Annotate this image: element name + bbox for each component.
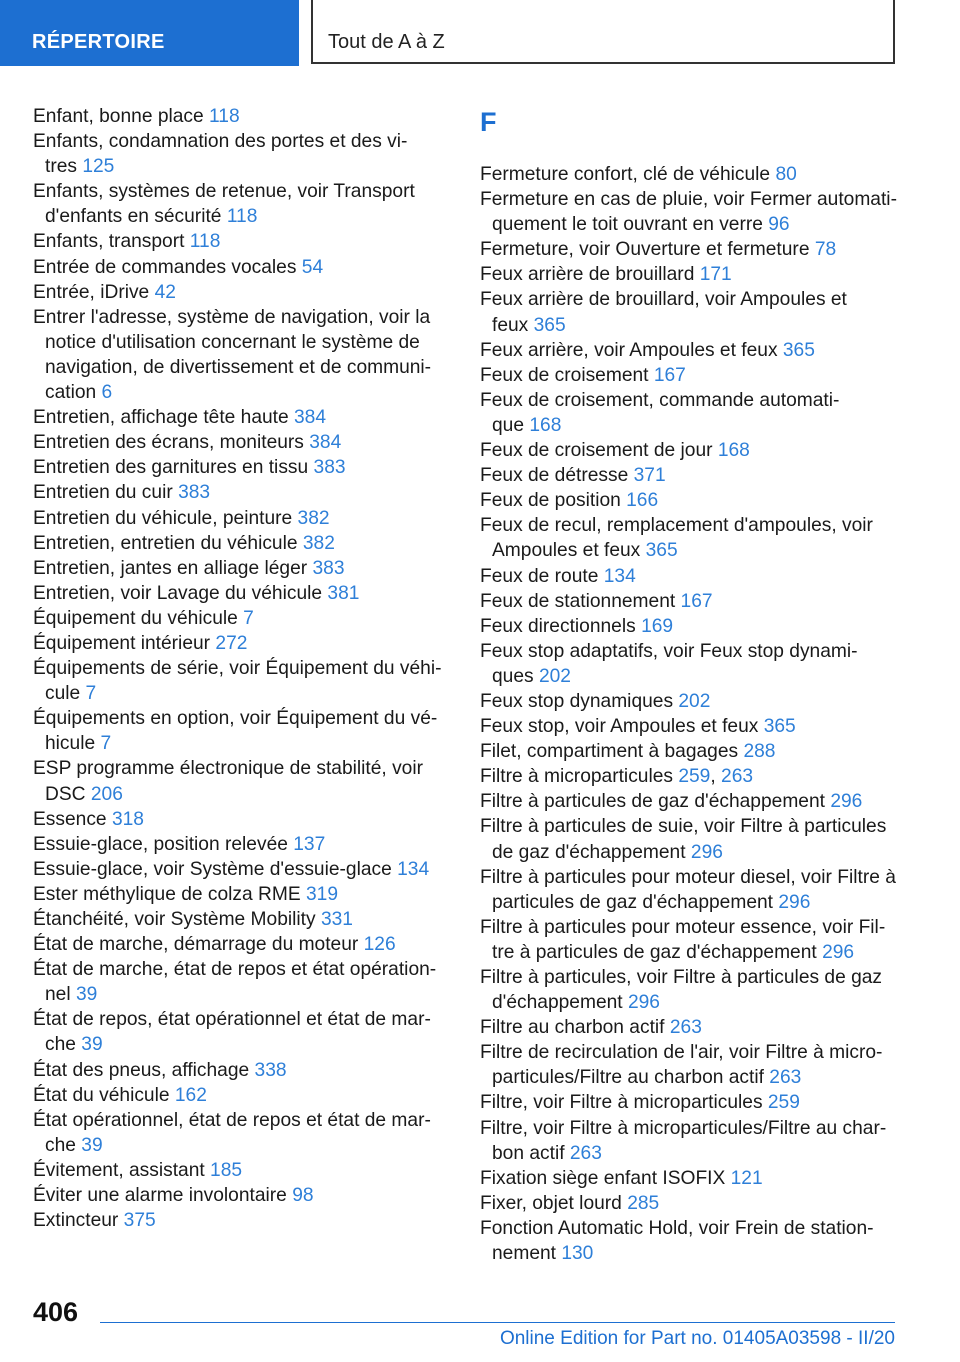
page-reference-link[interactable]: 168: [717, 440, 750, 462]
index-entry: [33, 405, 458, 430]
index-entry-text: Entretien des garnitures en tissu: [33, 457, 309, 479]
index-entry-text: Feux de croisement, commande automati-: [480, 389, 840, 411]
section-tab: [0, 0, 299, 66]
index-entry: [33, 1058, 458, 1083]
page-reference-link[interactable]: 331: [320, 909, 353, 930]
section-letter-heading: F: [480, 107, 497, 137]
page-reference-link[interactable]: 263: [721, 766, 754, 788]
index-entry-text: Feux stop dynamiques: [480, 690, 674, 712]
page-reference-link[interactable]: 6: [101, 382, 113, 404]
index-entry: [33, 932, 458, 957]
index-entry: [33, 305, 458, 405]
index-entry-text: Feux de position: [480, 490, 621, 512]
index-entry-text: Équipements de série, voir Équipement du véhi-: [33, 658, 442, 680]
page-reference-link[interactable]: 168: [529, 414, 562, 436]
page-reference-link[interactable]: 202: [678, 690, 711, 712]
index-entry-text: Étanchéité, voir Système Mobility: [33, 909, 316, 930]
index-entry-text: Équipement du véhicule: [33, 607, 238, 629]
page-title: Tout de A à Z: [328, 31, 445, 53]
page-reference-link[interactable]: 118: [209, 106, 240, 127]
index-entry: Filtre à microparticules 259, 263: [480, 766, 754, 788]
page-reference-link[interactable]: 39: [75, 984, 98, 1006]
index-entry-text: DSC: [45, 783, 86, 805]
page-reference-link[interactable]: 166: [626, 490, 659, 512]
index-entry-text: Essuie-glace, voir Système d'essuie-glace: [33, 858, 392, 880]
index-entry: [33, 229, 458, 254]
index-entry-text: Entrer l'adresse, système de navigation, voir la: [33, 306, 431, 328]
index-entry-text: Éviter une alarme involontaire: [33, 1185, 287, 1207]
index-entry: [33, 807, 458, 832]
index-entry-text: Entretien, jantes en alliage léger: [33, 557, 308, 579]
index-column-right: [480, 104, 920, 1266]
page-header-title: [311, 0, 895, 64]
index-entry: [480, 1090, 920, 1115]
index-entry: [480, 287, 920, 337]
page-reference-link[interactable]: 125: [82, 156, 115, 178]
index-entry: [480, 639, 920, 689]
index-entry-text: Filtre, voir Filtre à microparticules: [480, 1092, 763, 1114]
index-entry-text: État de marche, état de repos et état opération-: [33, 959, 437, 981]
page-reference-link[interactable]: 383: [313, 457, 346, 479]
page-reference-link[interactable]: 381: [327, 582, 360, 604]
index-entry: [480, 564, 920, 589]
index-entry-text: Fixer, objet lourd: [480, 1192, 622, 1214]
page-reference-link[interactable]: 383: [312, 557, 345, 579]
index-entry-text: nel: [45, 984, 71, 1006]
index-entry: [33, 531, 458, 556]
index-entry: [480, 814, 920, 864]
index-entry: [33, 832, 458, 857]
index-entry-text: Ester méthylique de colza RME: [33, 883, 301, 905]
index-entry: [480, 689, 920, 714]
page-reference-link[interactable]: 98: [292, 1185, 314, 1207]
index-entry: [33, 857, 458, 882]
index-entry: [480, 865, 920, 915]
index-entry-text: Équipement intérieur: [33, 632, 211, 654]
page-reference-link[interactable]: 167: [653, 364, 686, 386]
index-entry-text: Feux de croisement: [480, 364, 649, 386]
index-entry: [480, 915, 920, 965]
page-reference-link[interactable]: 134: [397, 858, 430, 880]
index-entry: [33, 1083, 458, 1108]
index-entry: [33, 656, 458, 706]
index-entry: [33, 1007, 458, 1057]
index-entry: [480, 463, 920, 488]
page-reference-link[interactable]: 206: [90, 783, 123, 805]
index-entry-text: tres: [45, 156, 77, 178]
page-reference-link[interactable]: 171: [699, 264, 732, 286]
page-reference-link[interactable]: 263: [569, 1142, 602, 1164]
index-entry: [33, 1208, 458, 1233]
index-entry: [33, 882, 458, 907]
page-reference-link[interactable]: 318: [111, 808, 144, 830]
page-reference-link[interactable]: 202: [538, 665, 571, 687]
index-entry: [33, 1158, 458, 1183]
index-entry: [480, 1191, 920, 1216]
page-reference-link[interactable]: 319: [306, 883, 339, 905]
index-entry-text: Feux arrière de brouillard: [480, 264, 695, 286]
index-entry: [33, 104, 458, 129]
index-entry-text: Fonction Automatic Hold, voir Frein de station-: [480, 1217, 874, 1239]
page-number: 406: [33, 1297, 79, 1327]
page-reference-link[interactable]: 118: [226, 206, 258, 228]
index-entries-f: [480, 162, 920, 1266]
page-reference-link[interactable]: 185: [210, 1159, 243, 1181]
index-entry-text: État des pneus, affichage: [33, 1059, 250, 1081]
page-reference-link[interactable]: 7: [85, 683, 97, 705]
page-reference-link[interactable]: 78: [814, 239, 837, 261]
page-reference-link[interactable]: 96: [768, 214, 790, 236]
index-entry: [480, 589, 920, 614]
index-entry-text: d'enfants en sécurité: [45, 206, 222, 228]
page-reference-link[interactable]: 365: [533, 314, 566, 336]
index-entry-text: Fixation siège enfant ISOFIX: [480, 1167, 726, 1189]
index-entry: [33, 255, 458, 280]
index-entry-text: particules de gaz d'échappement: [492, 891, 774, 913]
index-entry-text: cation: [45, 382, 97, 404]
page-reference-link[interactable]: 371: [633, 465, 666, 487]
index-entry-text: Entretien, entretien du véhicule: [33, 532, 298, 554]
page-reference-link[interactable]: 382: [297, 507, 330, 529]
page-reference-link[interactable]: 54: [301, 256, 324, 278]
page-reference-link[interactable]: 296: [822, 941, 855, 963]
index-entry: [33, 581, 458, 606]
index-entry: [480, 1166, 920, 1191]
index-entry-text: d'échappement: [492, 992, 623, 1014]
index-entry-text: nement: [492, 1243, 556, 1265]
page-reference-link[interactable]: 121: [730, 1167, 763, 1189]
index-entry-text: ques: [492, 665, 534, 687]
index-entry-text: État de marche, démarrage du moteur: [33, 934, 359, 956]
footer-edition-text: Online Edition for Part no. 01405A03598 - II/20: [499, 1328, 895, 1349]
index-entry-text: bon actif: [492, 1142, 565, 1164]
index-entry-text: Fermeture, voir Ouverture et fermeture: [480, 239, 810, 261]
index-entry-text: cule: [45, 683, 81, 705]
index-entry: [33, 556, 458, 581]
page-reference-link[interactable]: 272: [215, 632, 248, 654]
index-entry: [480, 237, 920, 262]
page-reference-link[interactable]: 365: [763, 716, 796, 738]
index-entry: [33, 606, 458, 631]
index-entry-text: Entrée, iDrive: [33, 281, 150, 303]
index-entry-text: Entretien, affichage tête haute: [33, 407, 289, 429]
page-reference-link[interactable]: 365: [782, 339, 815, 361]
index-entry: [33, 706, 458, 756]
index-entry: [480, 1216, 920, 1266]
index-entry-text: Feux stop, voir Ampoules et feux: [480, 716, 759, 738]
page-reference-link[interactable]: 296: [830, 791, 863, 813]
footer-divider: [100, 1322, 895, 1323]
page-reference-link[interactable]: 375: [123, 1210, 156, 1232]
index-entry-text: notice d'utilisation concernant le système de: [45, 331, 420, 353]
index-entry-text: Filtre à particules pour moteur diesel, voir Filtre à: [480, 866, 896, 888]
page-reference-link[interactable]: 162: [174, 1084, 207, 1106]
page-reference-link[interactable]: 39: [81, 1034, 103, 1056]
index-entry: [480, 965, 920, 1015]
index-entry-text: Entretien, voir Lavage du véhicule: [33, 582, 323, 604]
page-reference-link[interactable]: 365: [645, 540, 678, 562]
index-entry-text: Feux arrière, voir Ampoules et feux: [480, 339, 778, 361]
index-entry-text: Feux de recul, remplacement d'ampoules, voir: [480, 515, 873, 537]
index-entry-text: État de repos, état opérationnel et état de mar-: [33, 1009, 431, 1031]
page-reference-link[interactable]: 80: [775, 164, 797, 185]
index-entry: [480, 739, 920, 764]
page-reference-link[interactable]: 384: [294, 407, 327, 429]
index-entry: [480, 363, 920, 388]
index-entry-text: Enfant, bonne place: [33, 106, 204, 127]
index-entry-text: Feux de détresse: [480, 465, 629, 487]
index-entry-text: hicule: [45, 733, 96, 755]
page-reference-link[interactable]: 338: [254, 1059, 287, 1081]
page-reference-link[interactable]: 383: [178, 482, 211, 504]
index-entry: [480, 1116, 920, 1166]
index-entry-text: Feux de croisement de jour: [480, 440, 713, 462]
index-entry-text: Ampoules et feux: [492, 540, 641, 562]
page-reference-link[interactable]: 167: [680, 590, 713, 612]
page-reference-link[interactable]: 296: [627, 992, 660, 1014]
index-entry-text: Fermeture confort, clé de véhicule: [480, 164, 771, 185]
index-entry-text: Entretien des écrans, moniteurs: [33, 432, 304, 454]
index-entry: [33, 1108, 458, 1158]
index-entry-text: Filtre à particules pour moteur essence, voir Fil-: [480, 916, 886, 938]
index-entry: [33, 1183, 458, 1208]
index-entry: [480, 262, 920, 287]
page-reference-link[interactable]: 259: [767, 1092, 800, 1114]
page-reference-link[interactable]: 118: [189, 231, 221, 253]
index-entry: [480, 488, 920, 513]
index-entry-text: Filtre de recirculation de l'air, voir Filtre à micro-: [480, 1042, 883, 1064]
index-entry-text: Feux stop adaptatifs, voir Feux stop dynami-: [480, 640, 858, 662]
index-entry: [480, 388, 920, 438]
index-entry-text: Feux directionnels: [480, 615, 636, 637]
page-reference-link[interactable]: 296: [690, 841, 723, 863]
index-entry: [33, 506, 458, 531]
index-entry-text: particules/Filtre au charbon actif: [492, 1067, 764, 1089]
index-entry: [480, 187, 920, 237]
index-entry-text: tre à particules de gaz d'échappement: [492, 941, 817, 963]
section-tab-label: RÉPERTOIRE: [32, 31, 165, 53]
page-reference-link[interactable]: 137: [293, 833, 326, 855]
index-entry-text: Essence: [33, 808, 107, 830]
page-reference-link[interactable]: 259: [678, 766, 711, 788]
index-entry: [33, 430, 458, 455]
index-entry-text: Filtre à particules, voir Filtre à particules de gaz: [480, 967, 883, 988]
page-reference-link[interactable]: 263: [769, 1067, 802, 1089]
index-entry-text: Entrée de commandes vocales: [33, 256, 297, 278]
index-entry-text: que: [492, 414, 525, 436]
index-entry-text: Équipements en option, voir Équipement du vé-: [33, 708, 438, 730]
index-entry: [480, 338, 920, 363]
index-entry-text: ESP programme électronique de stabilité, voir: [33, 758, 423, 780]
page-reference-link[interactable]: 296: [778, 891, 811, 913]
page-reference-link[interactable]: 384: [309, 432, 342, 454]
index-entry: [33, 280, 458, 305]
index-entry-text: Filtre à particules de gaz d'échappement: [480, 791, 825, 813]
page-reference-link[interactable]: 42: [154, 281, 176, 303]
index-entry-text: Enfants, transport: [33, 231, 185, 253]
index-entry-text: de gaz d'échappement: [492, 841, 686, 863]
index-entry-text: Feux de stationnement: [480, 590, 676, 612]
page-reference-link[interactable]: 130: [561, 1243, 594, 1265]
index-entry-text: navigation, de divertissement et de communi-: [45, 356, 432, 378]
index-entry-text: État du véhicule: [33, 1084, 170, 1106]
page-reference-link[interactable]: 7: [100, 733, 112, 755]
index-entry-text: Enfants, condamnation des portes et des vi-: [33, 131, 408, 153]
index-entry: [480, 789, 920, 814]
page-reference-link[interactable]: 126: [363, 934, 396, 956]
index-entry-text: Feux de route: [480, 565, 599, 587]
index-entry: [33, 179, 458, 229]
index-entry: [33, 455, 458, 480]
index-entry-text: che: [45, 1034, 76, 1056]
index-entry-text: Essuie-glace, position relevée: [33, 833, 288, 855]
index-entry: [480, 162, 920, 187]
index-entry-text: Extincteur: [33, 1210, 119, 1232]
index-entry-text: Filtre au charbon actif: [480, 1017, 665, 1039]
index-entry-text: Filtre à microparticules: [480, 766, 673, 788]
page-reference-link[interactable]: 288: [743, 741, 776, 763]
index-entry-text: Filet, compartiment à bagages: [480, 741, 739, 763]
index-entry-text: Fermeture en cas de pluie, voir Fermer automati-: [480, 189, 897, 211]
page-reference-link[interactable]: 134: [603, 565, 636, 587]
page-reference-link[interactable]: 263: [669, 1017, 702, 1039]
index-entry-text: Évitement, assistant: [33, 1159, 205, 1181]
index-entry: [33, 129, 458, 179]
index-entry: [480, 1015, 920, 1040]
page-reference-link[interactable]: 382: [302, 532, 335, 554]
index-entry-text: Filtre, voir Filtre à microparticules/Filtre au char-: [480, 1117, 887, 1139]
index-entry: [480, 513, 920, 563]
page-reference-link[interactable]: 285: [627, 1192, 660, 1214]
index-entry: [480, 614, 920, 639]
index-entry-text: Entretien du véhicule, peinture: [33, 507, 293, 529]
page-reference-link[interactable]: 39: [81, 1134, 103, 1156]
index-entry: [33, 480, 458, 505]
index-entry: [480, 438, 920, 463]
index-entry-text: Entretien du cuir: [33, 482, 173, 504]
page-reference-link[interactable]: 7: [243, 607, 254, 629]
index-entry: [33, 907, 458, 932]
index-entry: [33, 631, 458, 656]
index-column-left: [33, 104, 458, 1233]
index-entry-text: État opérationnel, état de repos et état de mar-: [33, 1109, 431, 1131]
index-entry-text: Filtre à particules de suie, voir Filtre à particules: [480, 816, 887, 838]
index-entry-text: quement le toit ouvrant en verre: [492, 214, 763, 236]
index-entry: [33, 957, 458, 1007]
index-entry: [480, 1040, 920, 1090]
index-entry-text: feux: [492, 314, 529, 336]
index-entry-text: Enfants, systèmes de retenue, voir Transport: [33, 181, 415, 203]
index-entry: [480, 714, 920, 739]
index-entry-text: che: [45, 1134, 76, 1156]
page-reference-link[interactable]: 169: [641, 615, 674, 637]
index-entry: [33, 756, 458, 806]
index-entry-text: Feux arrière de brouillard, voir Ampoules et: [480, 289, 847, 311]
